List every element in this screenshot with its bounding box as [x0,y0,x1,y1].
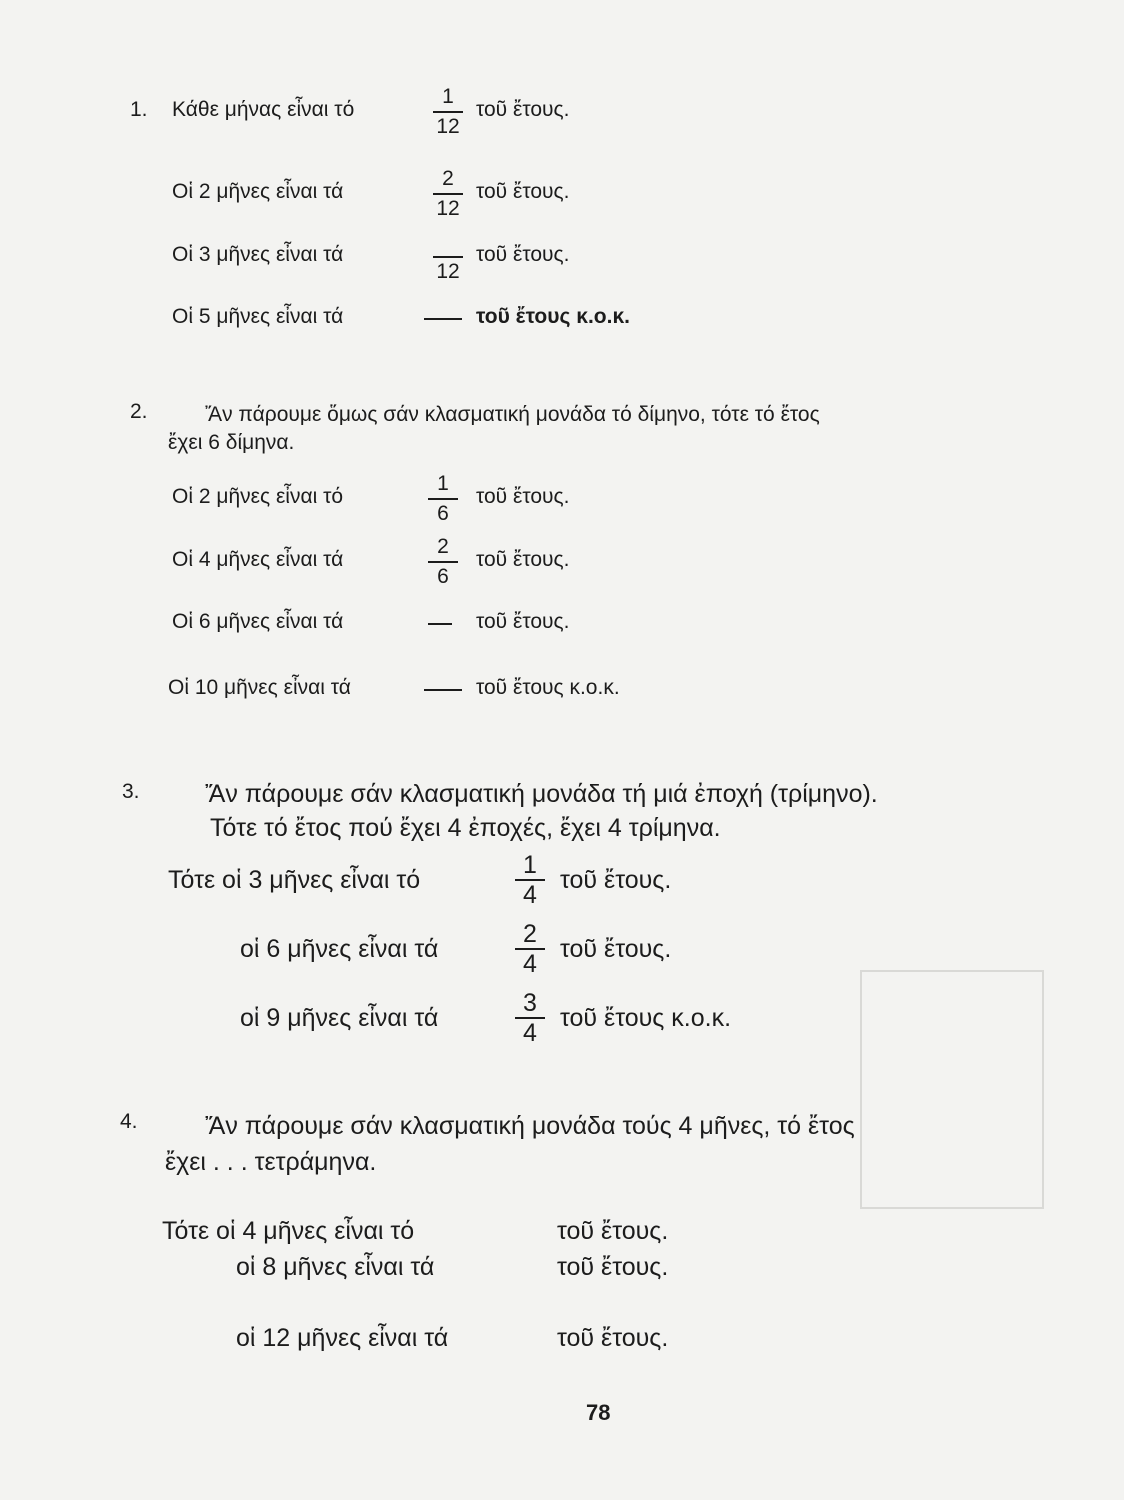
s2-line3-post: τοῦ ἔτους. [476,610,570,633]
fraction-bar [428,498,458,500]
fraction [515,990,545,1046]
fraction-denominator: 12 [436,115,460,138]
s2-line3-pre: Οἱ 6 μῆνες εἶναι τά [172,610,344,633]
s3-intro-line1: Ἄν πάρουμε σάν κλασματική μονάδα τή μιά ἐποχή (τρίμηνο). [205,780,878,808]
s2-line1-post: τοῦ ἔτους. [476,485,570,508]
fraction-numerator [428,596,452,622]
s1-line1-post: τοῦ ἔτους. [476,98,570,121]
fraction-bar [433,111,463,113]
fraction-bar [428,561,458,563]
fraction [428,534,458,590]
section-number: 1. [130,98,148,121]
ghost-box [860,970,1044,1209]
fraction-denominator: 4 [523,950,537,978]
s2-line2-post: τοῦ ἔτους. [476,548,570,571]
s2-line4-post: τοῦ ἔτους κ.ο.κ. [476,676,620,699]
fraction-numerator: 2 [523,920,537,948]
blank-fraction [428,596,452,652]
blank-fraction [424,291,462,347]
blank-fraction [424,662,462,718]
fraction-numerator: 1 [437,472,449,495]
fraction-numerator: 1 [442,85,454,108]
fraction [515,852,545,908]
fraction-denominator: 12 [436,197,460,220]
s3-line1-post: τοῦ ἔτους. [560,866,672,894]
s1-line2-pre: Οἱ 2 μῆνες εἶναι τά [172,180,344,203]
fraction-bar [424,318,462,320]
s2-line2-pre: Οἱ 4 μῆνες εἶναι τά [172,548,344,571]
s3-intro-line2: Τότε τό ἔτος πού ἔχει 4 ἐποχές, ἔχει 4 τρίμηνα. [210,814,721,842]
fraction-bar [433,256,463,258]
s1-line1-pre: Κάθε μήνας εἶναι τό [172,98,355,121]
s4-line1-post: τοῦ ἔτους. [557,1217,669,1245]
fraction-numerator [424,291,462,317]
section-number: 2. [130,400,148,423]
fraction-denominator [424,692,462,718]
fraction-denominator: 12 [436,260,460,283]
s1-line4-post: τοῦ ἔτους κ.ο.κ. [476,305,630,328]
s1-line2-post: τοῦ ἔτους. [476,180,570,203]
fraction-denominator: 4 [523,881,537,909]
s4-intro-line2: ἔχει . . . τετράμηνα. [165,1148,377,1176]
fraction-bar [433,193,463,195]
fraction [433,229,463,285]
s1-line3-pre: Οἱ 3 μῆνες εἶναι τά [172,243,344,266]
fraction [433,166,463,222]
s4-line3-post: τοῦ ἔτους. [557,1324,669,1352]
s3-line2-post: τοῦ ἔτους. [560,935,672,963]
fraction [428,471,458,527]
fraction-denominator: 6 [437,565,449,588]
fraction-numerator: 2 [437,535,449,558]
s3-line2-pre: οἱ 6 μῆνες εἶναι τά [240,935,439,963]
fraction-bar [428,623,452,625]
s4-line2-pre: οἱ 8 μῆνες εἶναι τά [236,1253,435,1281]
fraction-numerator [424,662,462,688]
fraction-denominator: 6 [437,502,449,525]
s4-line2-post: τοῦ ἔτους. [557,1253,669,1281]
section-number: 3. [122,780,140,803]
fraction-denominator [428,626,452,652]
s2-intro-line1: Ἄν πάρουμε ὅμως σάν κλασματική μονάδα τό δίμηνο, τότε τό ἔτος [205,403,820,426]
s4-intro-line1: Ἄν πάρουμε σάν κλασματική μονάδα τούς 4 μῆνες, τό ἔτος [205,1112,855,1140]
fraction-numerator: 3 [523,989,537,1017]
fraction-numerator: 2 [442,167,454,190]
s2-intro-line2: ἔχει 6 δίμηνα. [168,431,295,454]
fraction-denominator [424,321,462,347]
fraction-numerator [433,229,463,255]
fraction-numerator: 1 [523,851,537,879]
s1-line3-post: τοῦ ἔτους. [476,243,570,266]
fraction [515,921,545,977]
fraction [433,84,463,140]
s2-line4-pre: Οἱ 10 μῆνες εἶναι τά [168,676,351,699]
s3-line1-pre: Τότε οἱ 3 μῆνες εἶναι τό [168,866,421,894]
s4-line1-pre: Τότε οἱ 4 μῆνες εἶναι τό [162,1217,415,1245]
fraction-bar [424,689,462,691]
section-number: 4. [120,1110,138,1133]
s3-line3-pre: οἱ 9 μῆνες εἶναι τά [240,1004,439,1032]
s1-line4-pre: Οἱ 5 μῆνες εἶναι τά [172,305,344,328]
page-number: 78 [586,1400,611,1425]
s3-line3-post: τοῦ ἔτους κ.ο.κ. [560,1004,732,1032]
s4-line3-pre: οἱ 12 μῆνες εἶναι τά [236,1324,449,1352]
fraction-denominator: 4 [523,1019,537,1047]
s2-line1-pre: Οἱ 2 μῆνες εἶναι τό [172,485,344,508]
